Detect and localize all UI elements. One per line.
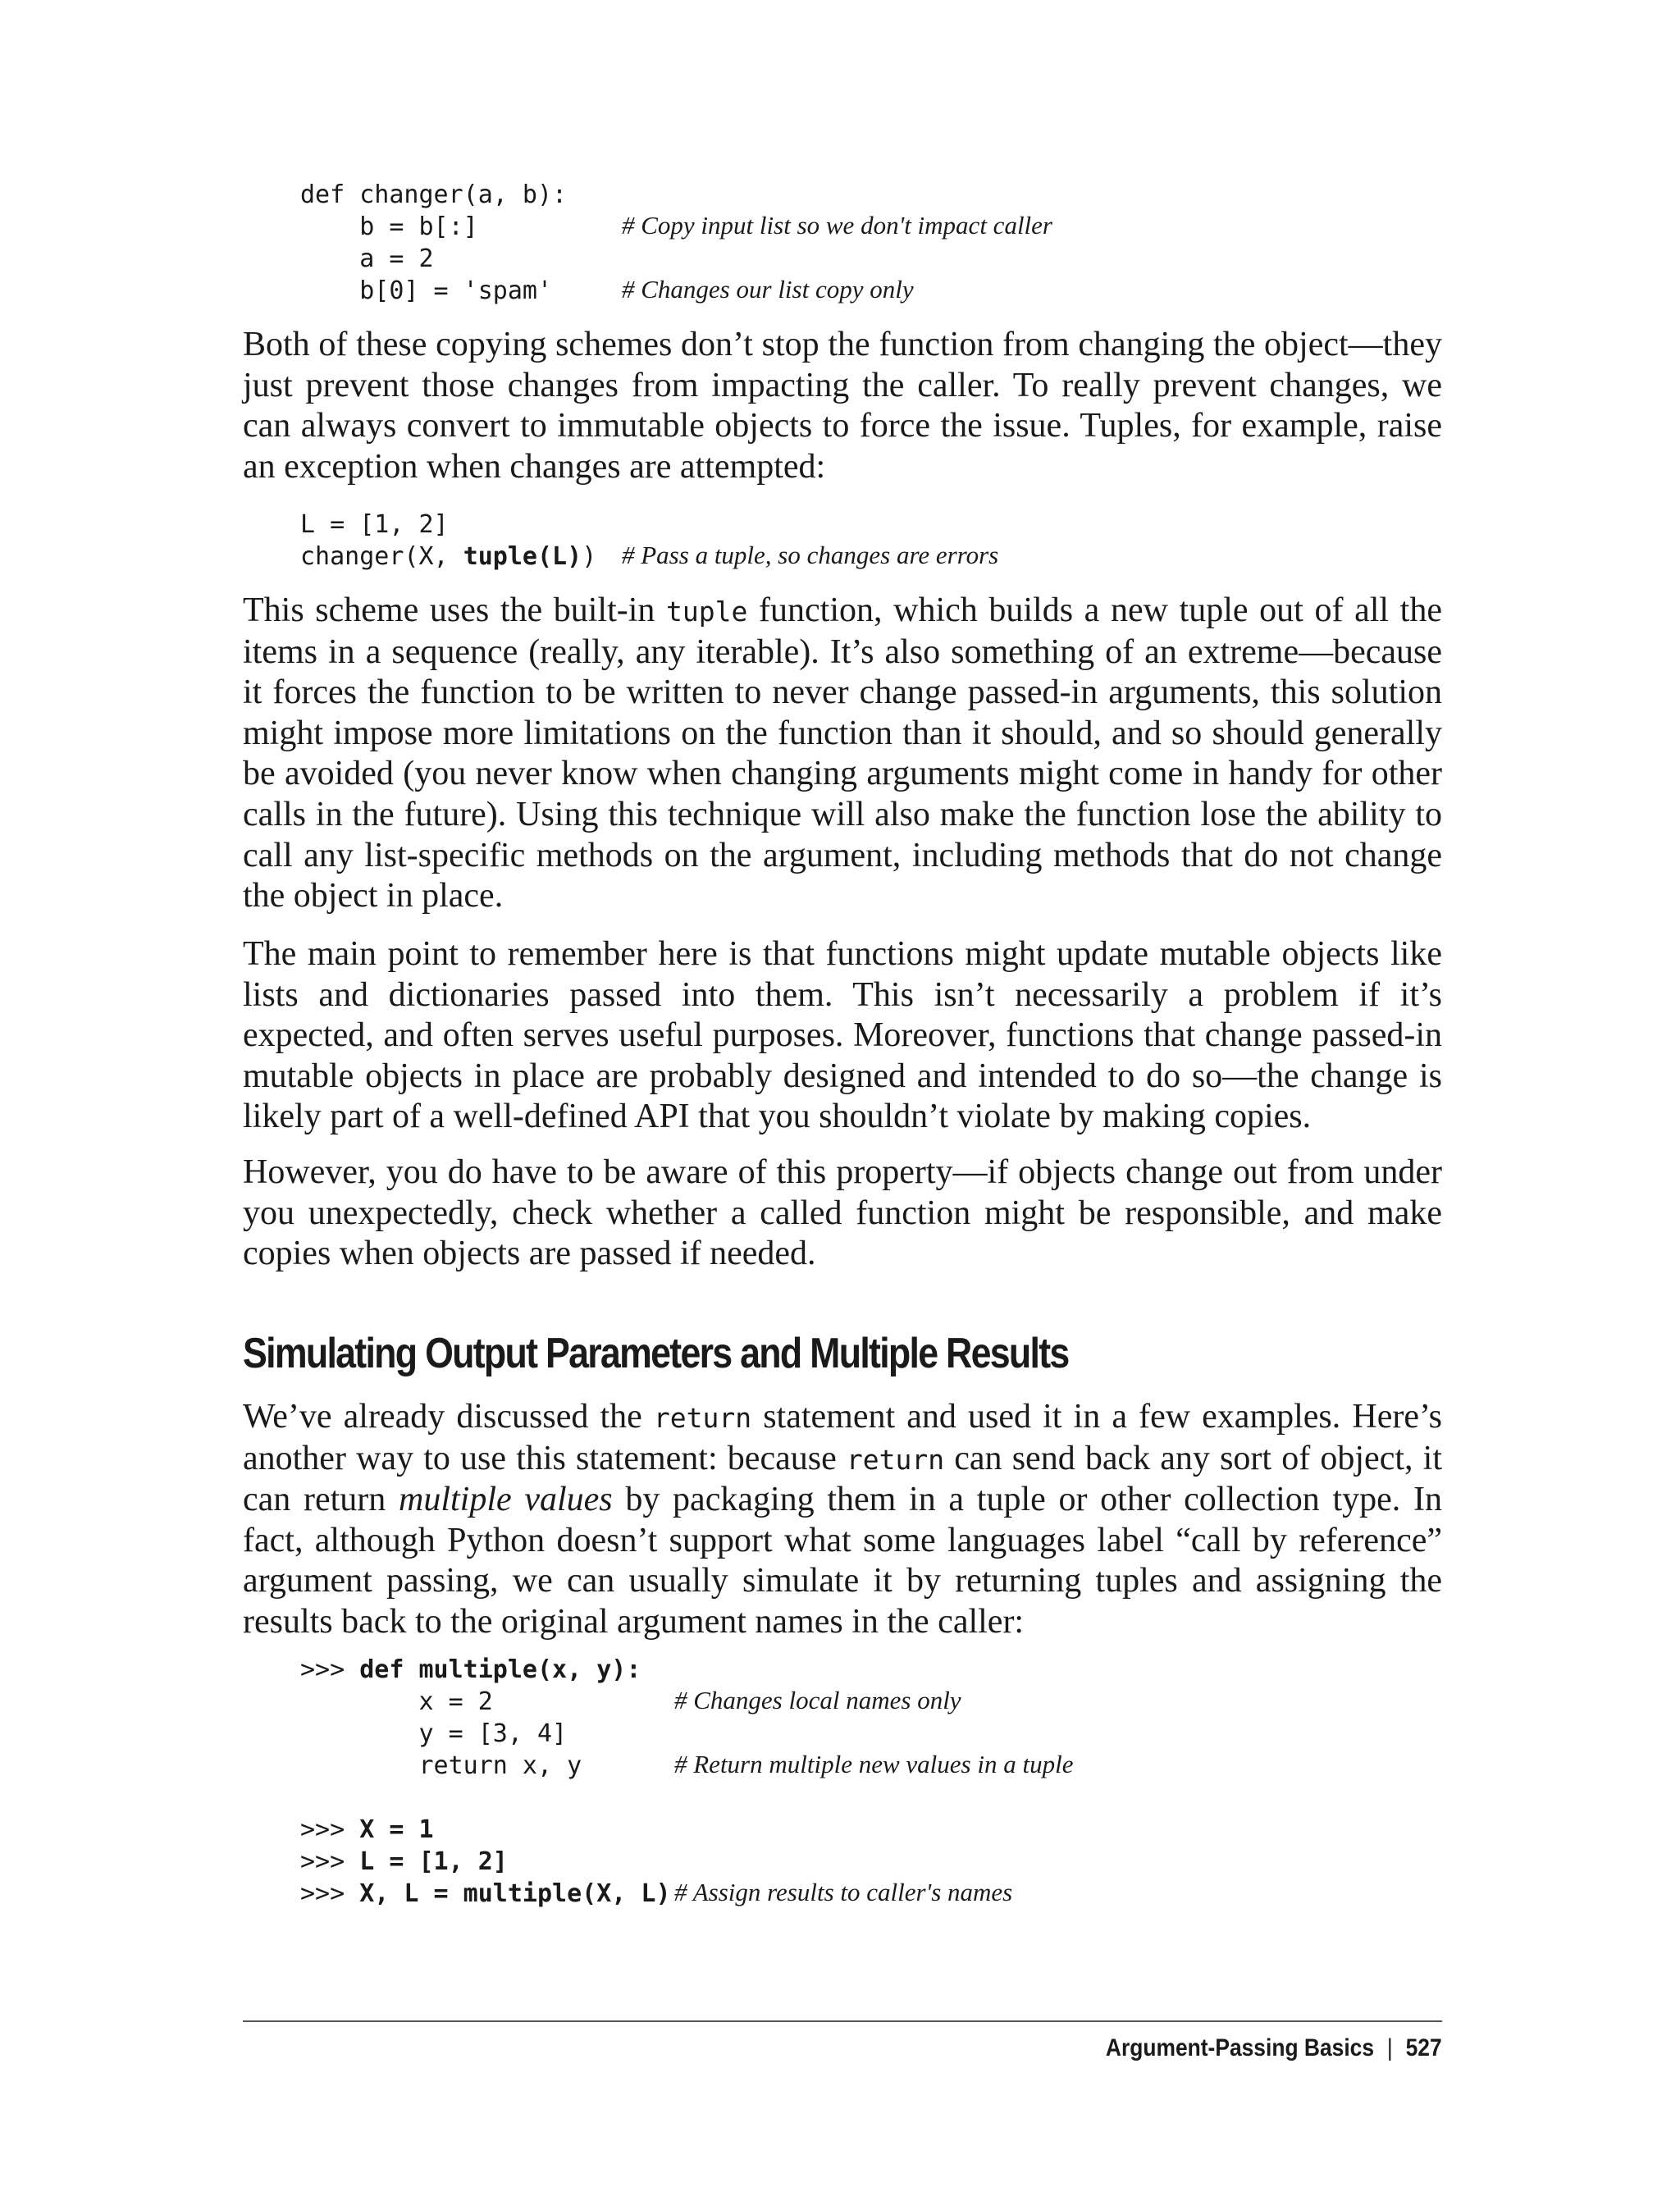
inline-code: return: [846, 1443, 945, 1476]
code-line: >>> X = 1: [300, 1815, 434, 1844]
code-line: x = 2: [300, 1687, 493, 1716]
code-comment: # Changes our list copy only: [622, 275, 914, 304]
code-line: b = b[:]: [300, 212, 478, 241]
running-section-title: Argument-Passing Basics: [1106, 2034, 1375, 2061]
code-line: >>> L = [1, 2]: [300, 1847, 508, 1876]
code-comment: # Assign results to caller's names: [674, 1878, 1013, 1906]
section-heading: Simulating Output Parameters and Multiple Results: [243, 1330, 1069, 1377]
code-comment: # Changes local names only: [674, 1686, 961, 1714]
code-comment: # Return multiple new values in a tuple: [674, 1750, 1074, 1778]
code-comment: # Copy input list so we don't impact caller: [622, 211, 1052, 240]
code-line: b[0] = 'spam': [300, 276, 553, 305]
paragraph: We’ve already discussed the return statement and used it in a few examples. Here’s another way to use this statement: because return can send back any sort of object, it can return multiple values by packaging them in a tuple or other collection type. In fact, although Python doesn’t support what some languages label “call by reference” argument passing, we can usually simulate it by returning tuples and assigning the results back to the original argument names in the caller:: [243, 1398, 1443, 1641]
code-comment: # Pass a tuple, so changes are errors: [622, 541, 999, 569]
paragraph: The main point to remember here is that functions might update mutable objects like lists and dictionaries passed into them. This isn’t necessarily a problem if it’s expected, and often serves useful purposes. Moreover, functions that change passed-in mutable objects in place are probably designed and intended to do so—the change is likely part of a well-defined API that you shouldn’t violate by making copies.: [243, 935, 1442, 1136]
code-line: changer(X, tuple(L)): [300, 542, 597, 571]
paragraph: Both of these copying schemes don’t stop the function from changing the object—they just prevent those changes from impacting the caller. To really prevent changes, we can always convert to immutable objects to force the issue. Tuples, for example, raise an exception when changes are attempted:: [243, 326, 1442, 486]
page-footer: [1106, 2034, 1442, 2062]
footer-separator: |: [1387, 2034, 1394, 2061]
code-line: a = 2: [300, 244, 434, 273]
paragraph: However, you do have to be aware of this property—if objects change out from under you unexpectedly, check whether a called function might be responsible, and make copies when objects are passed if needed.: [243, 1153, 1442, 1273]
code-line: L = [1, 2]: [300, 510, 449, 539]
code-line: >>> X, L = multiple(X, L): [300, 1879, 671, 1908]
code-line: y = [3, 4]: [300, 1719, 568, 1748]
inline-code: return: [653, 1402, 752, 1434]
code-line: return x, y: [300, 1751, 582, 1780]
paragraph: This scheme uses the built-in tuple function, which builds a new tuple out of all the items in a sequence (really, any iterable). It’s also something of an extreme—because it forces the function to be written to never change passed-in arguments, this solution might impose more limitations on the function than it should, and so should generally be avoided (you never know when changing arguments might come in handy for other calls in the future). Using this technique will also make the function lose the ability to call any list-specific methods on the argument, including methods that do not change the object in place.: [243, 591, 1442, 915]
inline-code: tuple: [666, 596, 748, 628]
code-line: def changer(a, b):: [300, 180, 568, 209]
footer-rule: [243, 2020, 1442, 2022]
code-line: >>> def multiple(x, y):: [300, 1655, 641, 1684]
page-number: 527: [1405, 2034, 1442, 2061]
